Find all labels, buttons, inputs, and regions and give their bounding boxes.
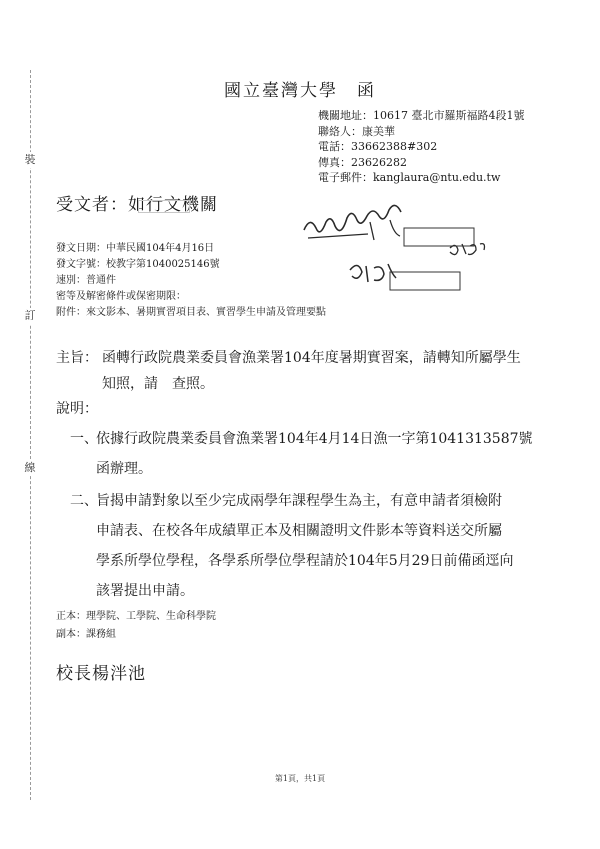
item-line: 申請表、在校各年成績單正本及相關證明文件影本等資料送交所屬 [96,523,502,539]
recipient: 受文者：如行文機關 [56,195,218,215]
issue-date: 發文日期：中華民國104年4月16日 [56,243,215,254]
document-title: 國立臺灣大學 函 [224,81,376,101]
delivery-speed: 速別：普通件 [56,275,116,286]
handwritten-annotations [300,200,530,310]
sender-email: 電子郵件：kanglaura@ntu.edu.tw [318,171,501,184]
copy-recipients: 副本：課務組 [56,629,116,640]
item-line: 旨揭申請對象以至少完成兩學年課程學生為主，有意申請者須檢附 [96,493,502,509]
original-recipients: 正本：理學院、工學院、生命科學院 [56,611,216,622]
document-meta [56,241,326,321]
subject-label: 主旨： [56,350,98,366]
item-line: 函辦理。 [96,461,152,477]
issue-number: 發文字號：校教字第1040025146號 [56,259,220,270]
sender-address: 機關地址：10617 臺北市羅斯福路4段1號 [318,109,525,122]
secrecy-level: 密等及解密條件或保密期限： [56,291,186,302]
subject-text [86,345,556,397]
item-text [96,486,556,606]
explanation-label: 說明： [56,401,98,417]
item-line: 依據行政院農業委員會漁業署104年4月14日漁一字第1041313587號 [96,431,533,447]
binding-mark-bind: 裝 [22,152,38,168]
binding-mark-line: 線 [22,460,38,476]
sender-phone: 電話：33662388#302 [318,140,438,153]
binding-mark-staple: 訂 [22,308,38,324]
item-text [96,424,556,484]
subject-line-2: 知照，請 查照。 [102,376,214,392]
sender-info [318,108,525,186]
page-footer: 第1頁，共1頁 [274,774,326,783]
item-number: 二、 [70,493,98,509]
sender-fax: 傳真：23626282 [318,155,407,169]
subject-line-1: 函轉行政院農業委員會漁業署104年度暑期實習案，請轉知所屬學生 [102,350,521,366]
sender-contact: 聯絡人：康美華 [318,124,395,138]
faint-stamp-mark [138,200,190,213]
item-line: 該署提出申請。 [96,583,194,599]
attachments: 附件：來文影本、暑期實習項目表、實習學生申請及管理要點 [56,307,326,318]
item-line: 學系所學位學程，各學系所學位學程請於104年5月29日前備函逕向 [96,553,514,569]
binding-line [30,70,31,800]
president-signature: 校長楊泮池 [56,664,146,684]
item-number: 一、 [70,431,98,447]
distribution [56,608,216,644]
